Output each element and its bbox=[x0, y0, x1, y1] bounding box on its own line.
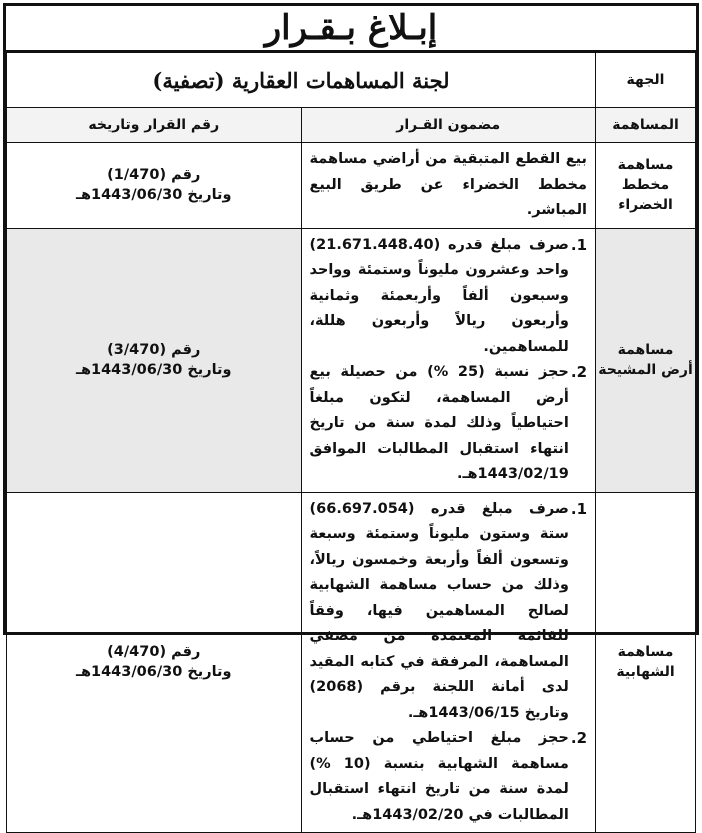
list-item bbox=[310, 726, 588, 828]
announcement bbox=[3, 3, 699, 823]
table-row bbox=[7, 143, 696, 229]
list-item bbox=[310, 147, 588, 224]
decision-date: وتاريخ 1443/06/30هـ bbox=[75, 362, 232, 378]
item-text: صرف مبلغ قدره (66.697.054) ستة وستون مليوناً وستمئة وسبعة وتسعون ألفاً وأربعة وخمسون ريالاً، وذلك من حساب مساهمة الشهابية لصالح المساهمين فيها، وفقاً للقائمة المعتمدة من مصفي المساهمة، المرفقة في كتابه المقيد لدى أمانة اللجنة برقم (2068) وتاريخ 1443/06/15هـ. bbox=[309, 500, 569, 721]
decision-number: رقم (1/470) bbox=[107, 167, 201, 184]
contribution-cell bbox=[596, 143, 696, 229]
item-number: 1. bbox=[570, 235, 587, 254]
header-contribution: المساهمة bbox=[596, 108, 696, 143]
header-row bbox=[7, 108, 696, 143]
contribution-line: أرض المشيحة bbox=[598, 362, 693, 378]
list-item bbox=[310, 497, 588, 727]
decision-number: رقم (3/470) bbox=[107, 342, 201, 358]
contribution-line: مساهمة bbox=[617, 644, 674, 661]
entity-value: لجنة المساهمات العقارية (تصفية) bbox=[7, 53, 596, 108]
item-text: صرف مبلغ قدره (21.671.448.40) واحد وعشرون مليوناً وستمئة وواحد وسبعون ألفاً وأربعمئة وثمانية وأربعون ريالاً وأربعون هللة، للمساهمين. bbox=[309, 236, 569, 355]
list-item bbox=[310, 233, 588, 361]
contribution-cell bbox=[596, 228, 696, 492]
decision-table bbox=[6, 52, 696, 833]
decision-number: رقم (4/470) bbox=[107, 644, 201, 661]
decision-date: وتاريخ 1443/06/30هـ bbox=[75, 664, 232, 681]
contribution-line: مخطط الخضراء bbox=[618, 177, 673, 214]
contribution-line: الشهابية bbox=[616, 664, 675, 681]
list-item bbox=[310, 360, 588, 488]
header-content: مضمون القـرار bbox=[301, 108, 596, 143]
page-title: إبـلاغ بـقـرار bbox=[6, 6, 696, 52]
entity-row bbox=[7, 53, 696, 108]
item-text: حجز مبلغ احتياطي من حساب مساهمة الشهابية بنسبة (10 %) لمدة سنة من تاريخ انتهاء استقبال المطالبات في 1443/02/20هـ. bbox=[309, 730, 569, 823]
contribution-cell bbox=[596, 492, 696, 833]
header-decision: رقم القرار وتاريخه bbox=[7, 108, 302, 143]
contribution-line: مساهمة bbox=[617, 157, 674, 174]
decision-cell bbox=[7, 143, 302, 229]
item-text: بيع القطع المتبقية من أراضي مساهمة مخطط الخضراء عن طريق البيع المباشر. bbox=[309, 151, 587, 218]
item-number: 2. bbox=[570, 363, 587, 381]
table-row bbox=[7, 492, 696, 833]
content-cell bbox=[301, 143, 596, 229]
entity-label: الجهة bbox=[596, 53, 696, 108]
item-number: 2. bbox=[570, 729, 587, 747]
item-text: حجز نسبة (25 %) من حصيلة بيع أرض المساهمة، لتكون مبلغاً احتياطياً وذلك لمدة سنة من تاريخ انتهاء استقبال المطالبات الموافق 1443/02/19هـ. bbox=[309, 364, 569, 482]
content-cell bbox=[301, 492, 596, 833]
contribution-line: مساهمة bbox=[617, 342, 674, 358]
table-row bbox=[7, 228, 696, 492]
content-cell bbox=[301, 228, 596, 492]
item-number: 1. bbox=[570, 499, 587, 518]
decision-cell bbox=[7, 492, 302, 833]
decision-date: وتاريخ 1443/06/30هـ bbox=[75, 187, 232, 204]
decision-cell bbox=[7, 228, 302, 492]
